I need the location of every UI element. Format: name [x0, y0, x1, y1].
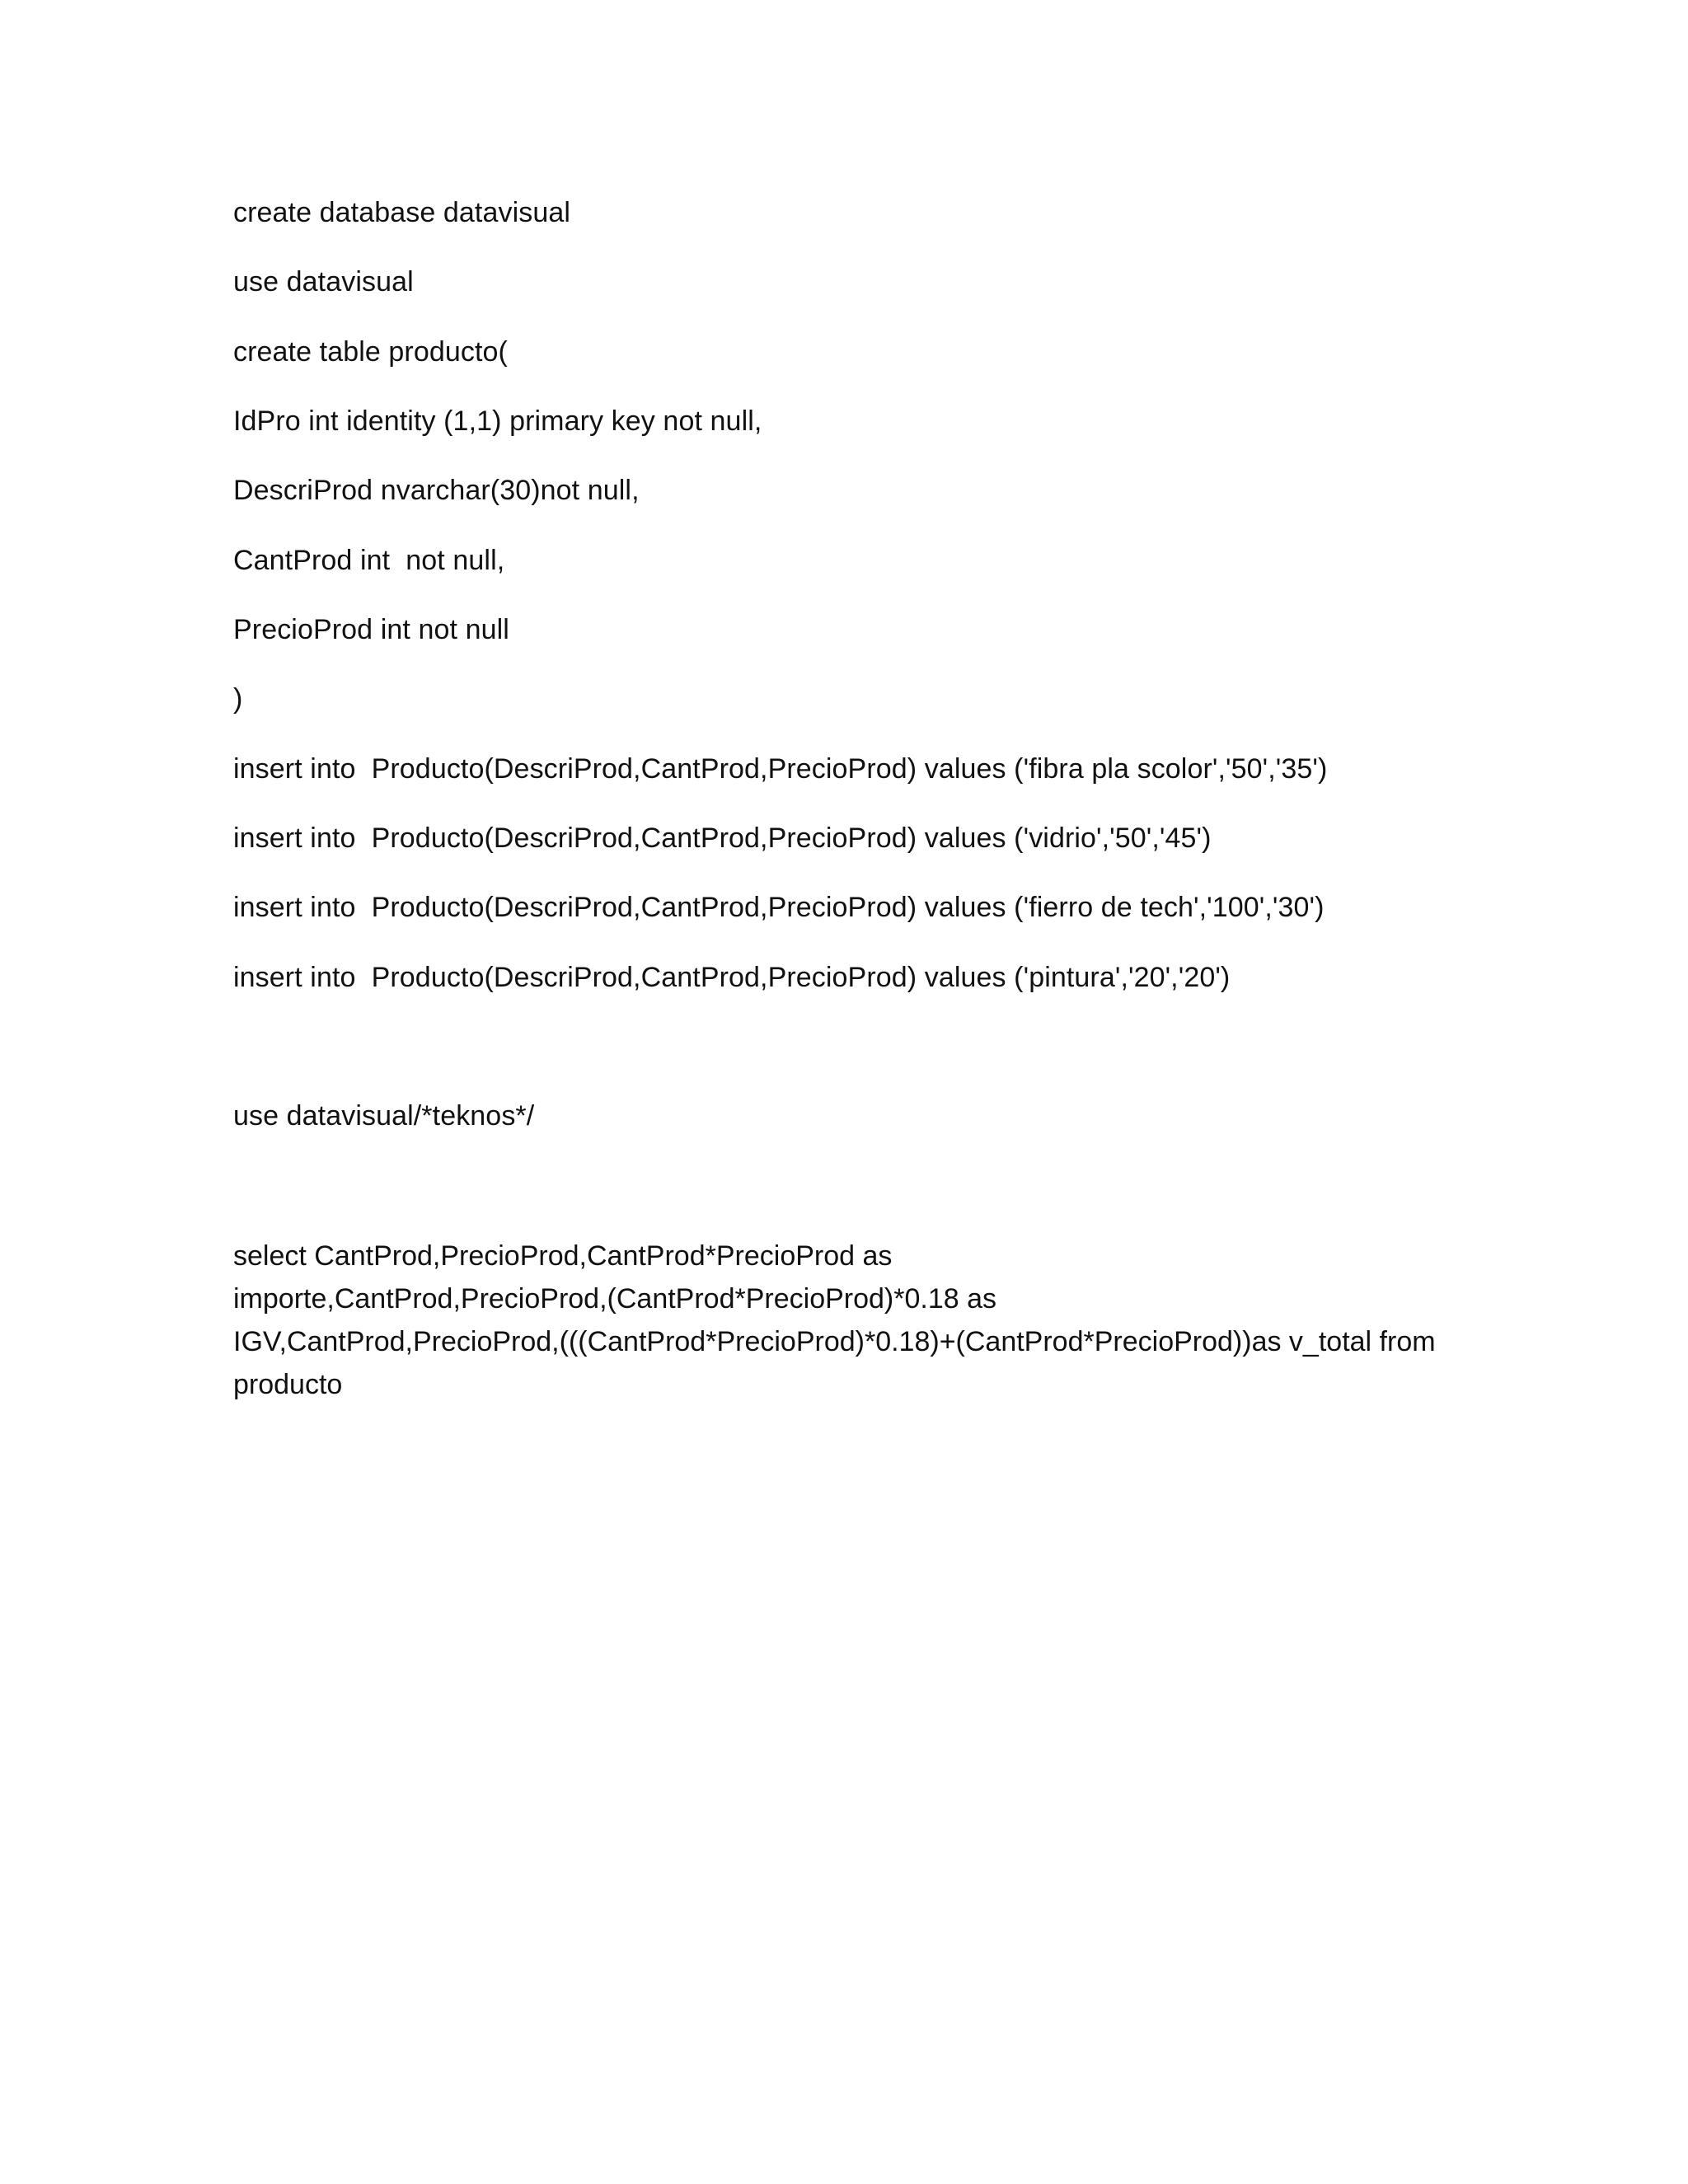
text-line: CantProd int not null,	[233, 545, 505, 576]
text-line: DescriProd nvarchar(30)not null,	[233, 475, 640, 506]
text-line: use datavisual	[233, 266, 414, 298]
select-line: producto	[233, 1369, 343, 1400]
text-line: )	[233, 683, 243, 715]
text-line: insert into Producto(DescriProd,CantProd,PrecioProd) values ('fibra pla scolor','50','35')	[233, 753, 1328, 785]
text-line: PrecioProd int not null	[233, 614, 509, 645]
text-line: create table producto(	[233, 336, 508, 368]
select-line: IGV,CantProd,PrecioProd,(((CantProd*PrecioProd)*0.18)+(CantProd*PrecioProd))as v_total from	[233, 1326, 1436, 1357]
select-statement	[233, 1235, 1503, 1406]
text-line: create database datavisual	[233, 197, 570, 228]
text-line: IdPro int identity (1,1) primary key not null,	[233, 405, 762, 437]
text-line: insert into Producto(DescriProd,CantProd,PrecioProd) values ('pintura','20','20')	[233, 962, 1231, 993]
select-line: select CantProd,PrecioProd,CantProd*PrecioProd as	[233, 1240, 893, 1272]
text-line: insert into Producto(DescriProd,CantProd,PrecioProd) values ('fierro de tech','100','30')	[233, 892, 1325, 923]
text-line: insert into Producto(DescriProd,CantProd,PrecioProd) values ('vidrio','50','45')	[233, 823, 1212, 854]
select-line: importe,CantProd,PrecioProd,(CantProd*PrecioProd)*0.18 as	[233, 1283, 997, 1315]
text-line: use datavisual/*teknos*/	[233, 1100, 535, 1132]
